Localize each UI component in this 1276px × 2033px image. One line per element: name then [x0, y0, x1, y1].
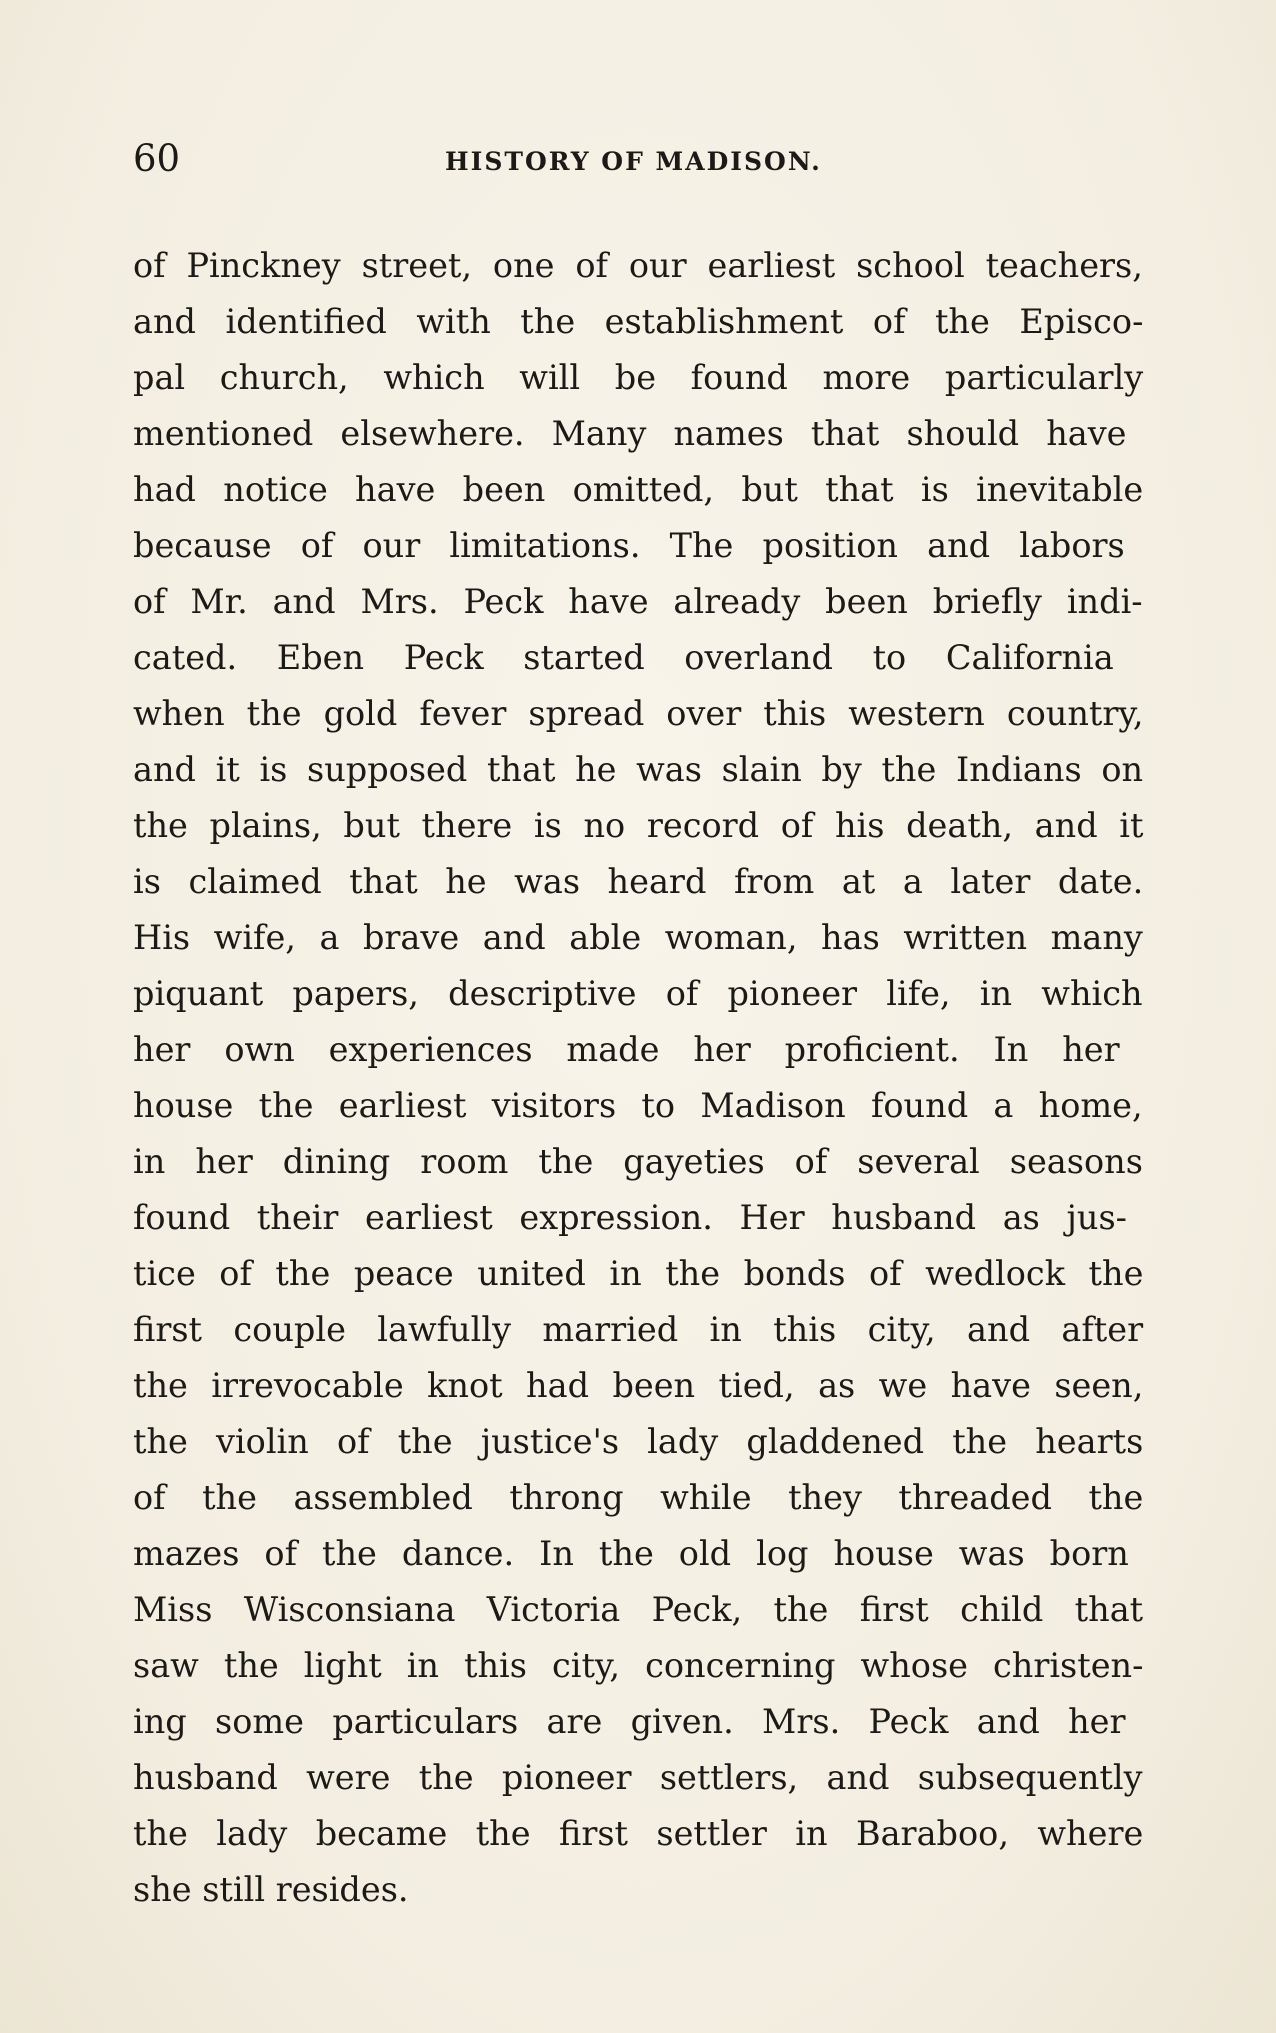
body-paragraph	[133, 238, 1143, 1918]
text-line: mentioned elsewhere. Many names that should have	[133, 414, 1127, 453]
text-line: of Mr. and Mrs. Peck have already been briefly indi-	[133, 582, 1143, 621]
text-line: His wife, a brave and able woman, has written many	[133, 918, 1143, 957]
text-line: is claimed that he was heard from at a later date.	[133, 862, 1144, 901]
text-line: when the gold fever spread over this western country,	[133, 694, 1144, 733]
text-line: the violin of the justice's lady gladdened the hearts	[133, 1422, 1144, 1461]
text-line: husband were the pioneer settlers, and subsequently	[133, 1758, 1143, 1797]
text-line: and identified with the establishment of the Episco-	[133, 302, 1144, 341]
text-line: cated. Eben Peck started overland to California	[133, 638, 1114, 677]
text-line: mazes of the dance. In the old log house was born	[133, 1534, 1129, 1573]
running-head	[133, 134, 1143, 184]
text-line: ing some particulars are given. Mrs. Peck and her	[133, 1702, 1126, 1741]
text-line: Miss Wisconsiana Victoria Peck, the first child that	[133, 1590, 1144, 1629]
text-line: because of our limitations. The position and labors	[133, 526, 1125, 565]
text-line: the plains, but there is no record of his death, and it	[133, 806, 1144, 845]
page-number: 60	[133, 137, 181, 180]
text-line: and it is supposed that he was slain by the Indians on	[133, 750, 1144, 789]
text-line: pal church, which will be found more particularly	[133, 358, 1144, 397]
text-line: found their earliest expression. Her husband as jus-	[133, 1198, 1127, 1237]
text-line: house the earliest visitors to Madison found a home,	[133, 1086, 1143, 1125]
text-line: of Pinckney street, one of our earliest school teachers,	[133, 246, 1143, 285]
text-line: her own experiences made her proficient. In her	[133, 1030, 1120, 1069]
text-line: tice of the peace united in the bonds of wedlock the	[133, 1254, 1144, 1293]
text-line: had notice have been omitted, but that is inevitable	[133, 470, 1144, 509]
text-line: the irrevocable knot had been tied, as we have seen,	[133, 1366, 1144, 1405]
text-line: in her dining room the gayeties of several seasons	[133, 1142, 1143, 1181]
text-line: of the assembled throng while they threaded the	[133, 1478, 1144, 1517]
text-line: first couple lawfully married in this city, and after	[133, 1310, 1144, 1349]
text-line: the lady became the first settler in Baraboo, where	[133, 1814, 1144, 1853]
text-line: piquant papers, descriptive of pioneer life, in which	[133, 974, 1143, 1013]
running-title: HISTORY OF MADISON.	[445, 147, 822, 176]
text-line: saw the light in this city, concerning whose christen-	[133, 1646, 1144, 1685]
text-line-last: she still resides.	[133, 1870, 409, 1909]
